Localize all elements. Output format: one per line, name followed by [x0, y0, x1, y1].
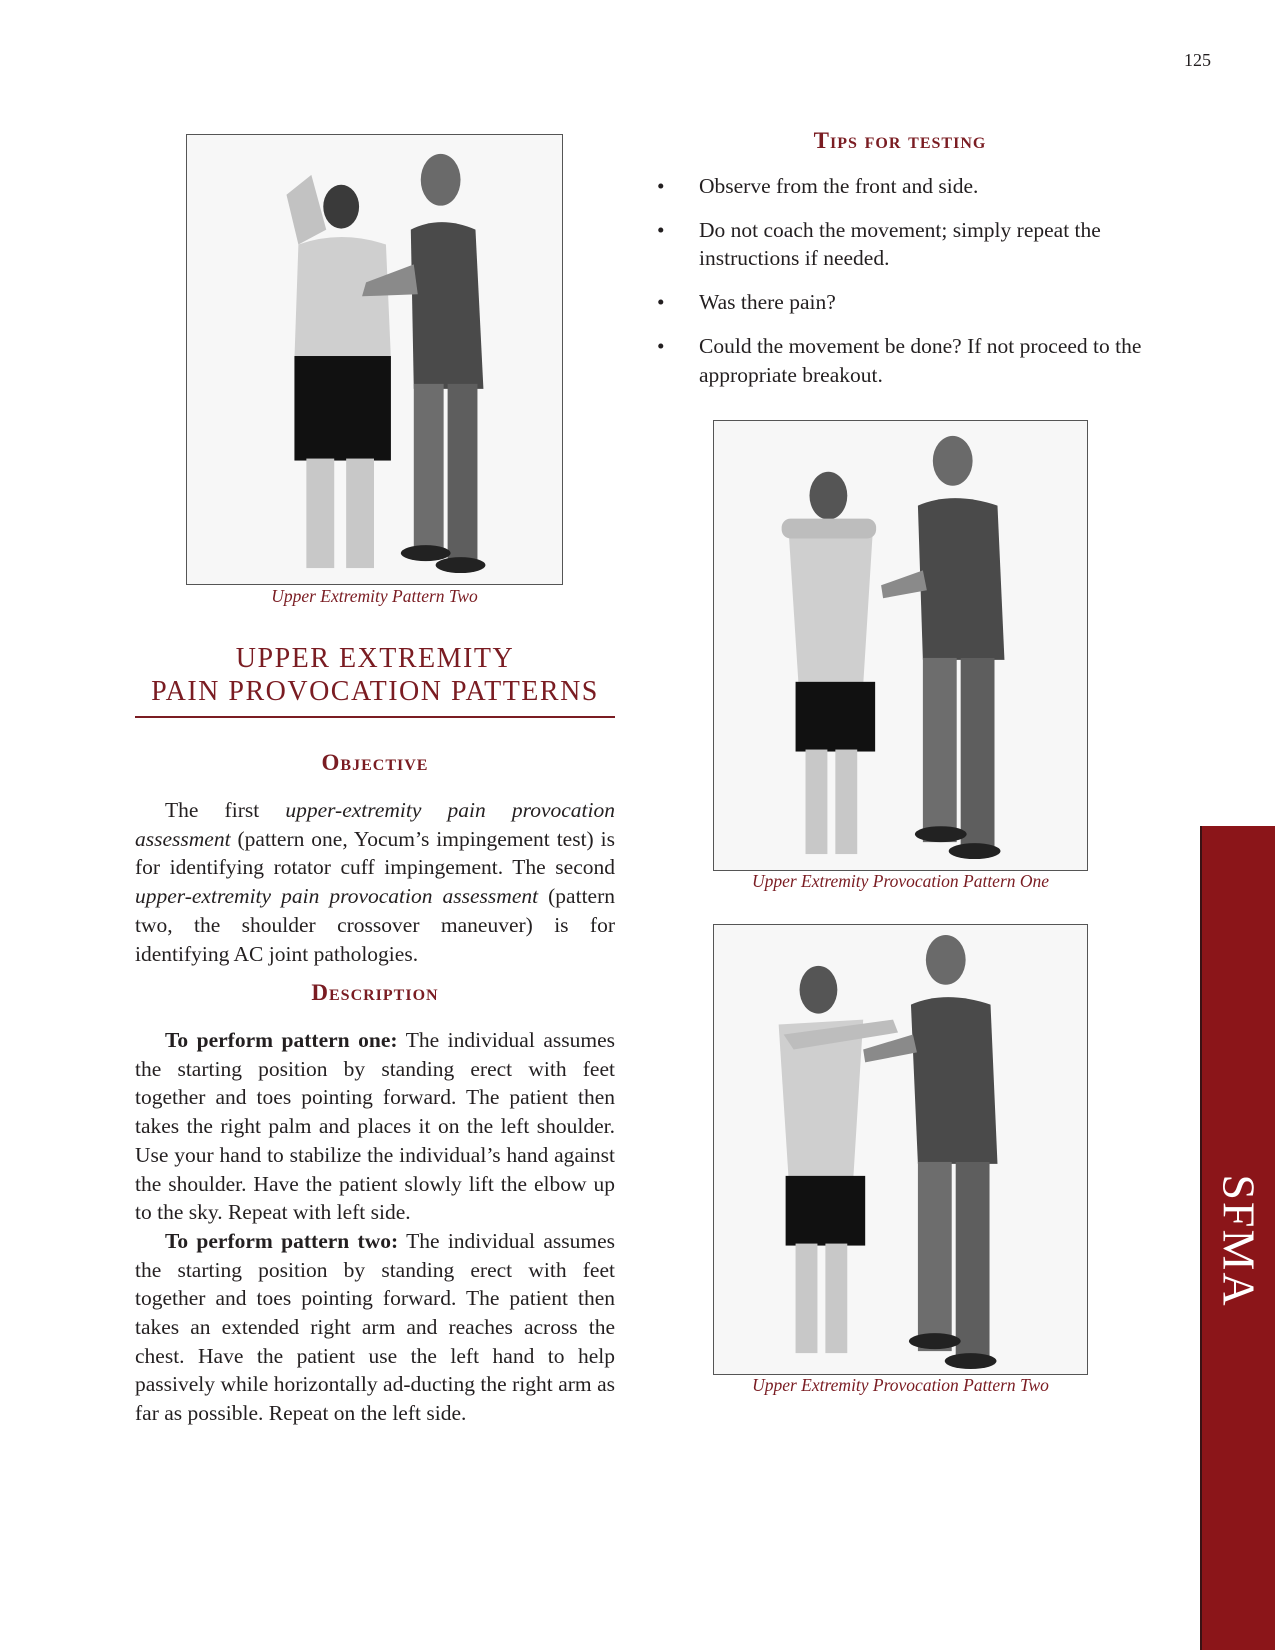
tip-item	[655, 332, 1145, 389]
figure-provocation-pattern-two	[713, 924, 1088, 1375]
tip-item	[655, 172, 1145, 201]
description-paragraph-1	[135, 1026, 615, 1227]
figure-caption: Upper Extremity Provocation Pattern One	[751, 871, 1050, 891]
figure-caption: Upper Extremity Provocation Pattern Two	[752, 1375, 1049, 1395]
objective-text-5: (pattern two, the shoulder crossover maneuver) is for identifying AC joint pathologies.	[135, 884, 615, 966]
description-paragraph-2	[135, 1227, 615, 1428]
pattern-two-lead: To perform pattern two:	[165, 1228, 399, 1253]
main-title-line1: UPPER EXTREMITY	[235, 643, 515, 674]
main-title	[135, 642, 615, 708]
bullet-icon: •	[657, 333, 665, 358]
bullet-icon: •	[657, 290, 665, 315]
description-body	[135, 1026, 615, 1428]
description-heading: Description	[311, 980, 439, 1005]
figure-upper-extremity-pattern-two-back	[186, 134, 563, 585]
objective-text-2: upper-extremity pain provocation assessment	[135, 798, 615, 851]
objective-text-1: The first	[165, 798, 286, 822]
objective-heading: Objective	[321, 750, 429, 775]
tip-text: Observe from the front and side.	[699, 174, 979, 198]
photo-placeholder	[714, 421, 1087, 870]
tip-text: Was there pain?	[699, 290, 836, 315]
main-title-line2: PAIN PROVOCATION PATTERNS	[151, 676, 599, 707]
bullet-icon: •	[657, 217, 665, 242]
chapter-tab-label: SFMA	[1213, 1174, 1264, 1308]
tips-heading: Tips for testing	[813, 128, 987, 153]
pattern-one-lead: To perform pattern one:	[165, 1028, 398, 1052]
figure-provocation-pattern-one	[713, 420, 1088, 871]
pattern-one-text: The individual assumes the starting position by standing erect with feet together and toes pointing forward. The patient then takes the right palm and places it on the left shoulder. Use your hand to stabilize the individual’s hand against the shoulder. Have the patient slowly lift the elbow up to the sky. Repeat with left side.	[135, 1028, 615, 1225]
objective-text-3: (pattern one, Yocum’s impingement test) is for identifying rotator cuff impingement. The second	[135, 826, 615, 880]
figure-caption: Upper Extremity Pattern Two	[271, 586, 478, 606]
tip-text: Do not coach the movement; simply repeat the instructions if needed.	[699, 217, 1101, 271]
objective-paragraph	[135, 796, 615, 968]
objective-text-4: upper-extremity pain provocation assessment	[135, 884, 539, 909]
tip-text: Could the movement be done? If not proceed to the appropriate breakout.	[699, 333, 1142, 387]
tip-item	[655, 288, 1145, 317]
pattern-two-text: The individual assumes the starting position by standing erect with feet together and toes pointing forward. The patient then takes an extended right arm and reaches across the chest. Have the patient use the left hand to help passively while horizontally ad-ducting the right arm as far as possible. Repeat on the left side.	[135, 1228, 616, 1426]
tips-list	[655, 172, 1145, 404]
page-number: 125	[1184, 50, 1211, 70]
tip-item	[655, 216, 1145, 273]
bullet-icon: •	[657, 174, 665, 198]
photo-placeholder	[187, 135, 562, 584]
title-underline-divider	[135, 716, 615, 718]
photo-placeholder	[714, 925, 1087, 1374]
chapter-side-tab	[1200, 826, 1275, 1650]
